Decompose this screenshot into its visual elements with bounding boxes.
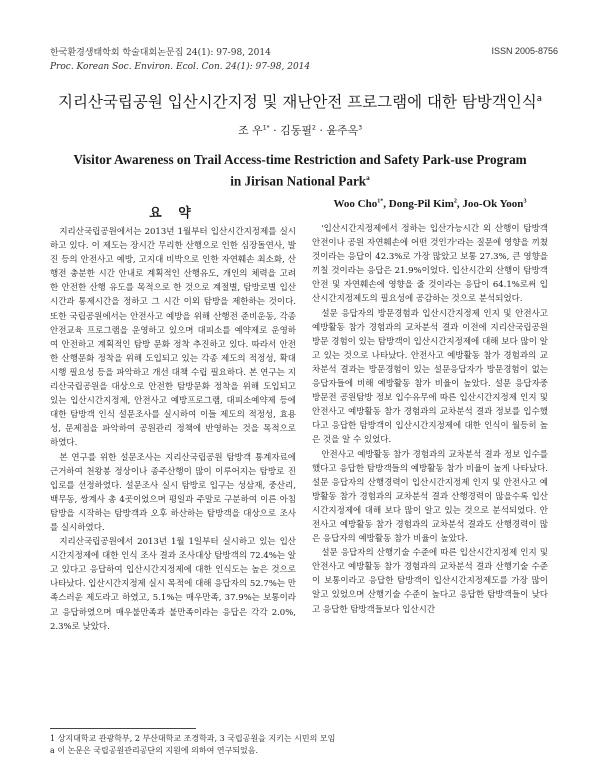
body-paragraph: 지리산국립공원에서는 2013년 1월부터 입산시간지정제를 실시하고 있다. 이 제도는 장시간 무리한 산행으로 인한 심장돌연사, 발진 등의 안전사고 예방, 고지대 비박으로 인한 자연훼손 최소화, 산행전 충분한 시간 안내로 계획적인 산행유도, 개인의 체력을 고려한 안전한 산행 유도를 목적으로 한 것으로 계절별, 탐방로별 입산시간과 통제시간을 정하고 그 시간 이외 탐방을 제한하는 것이다. 또한 국립공원에서는 안전사고 예방을 위해 산행전 준비운동, 각종 안전교육 프로그램을 운영하고 있으며 대피소를 예약제로 운영하여 안전하고 계획적인 탐방 문화 정착 추진하고 있다. 따라서 안전한 산행문화 정착을 위해 도입되고 있는 각종 제도의 적정성, 확대 시행 필요성 등을 파악하고 개선 대책 수립 필요하다. 본 연구는 지리산국립공원을 대상으로 안전한 탐방문화 정착을 위해 도입되고 있는 입산시간지정제, 안전사고 예방프로그램, 대피소예약제 등에 대한 탐방객 인식 설문조사를 실시하여 이들 제도의 적정성, 효용성, 문제점을 파악하여 공원관리 정책에 반영하는 것을 목적으로 하였다.: [50, 227, 296, 449]
issn: ISSN 2005-8756: [491, 46, 558, 56]
paper-title-en-line-1: Visitor Awareness on Trail Access-time Restriction and Safety Park-use Program: [73, 152, 527, 167]
left-column: [50, 225, 296, 634]
paper-title-en: [0, 150, 600, 190]
author-ko-affiliation: 2: [311, 124, 316, 132]
author-separator: ·: [319, 124, 323, 137]
author-en-separator: ,: [383, 198, 389, 210]
body-paragraph: '입산시간지정제에서 정하는 입산가능시간 외 산행이 탐방객 안전이나 공원 자연훼손에 어떤 것인가'라는 질문에 영향을 끼쳤것이라는 응답이 42.3%로 가장 많았고 보통 27.3%, 큰 영향을 끼칠 것이라는 응답은 21.9%이었다. 입산시간외 산행이 탐방객 안전 및 자연훼손에 영향을 줄 것이라는 응답이 64.1%로써 입산시간지정제도의 필요성에 공감하는 것으로 분석되었다.: [312, 224, 548, 305]
body-paragraph: 설문 응답자의 산행기술 수준에 따른 입산시간지정제 인지 및 안전사고 예방활동 참가 경험과의 교차분석 결과 산행기술 수준이 보통이라고 응답한 탐방객이 입산시간지정제도를 가장 많이 알고 있었으며 산행기술 수준이 높다고 응답한 탐방객들이 낮다고 응답한 탐방객들보다 입산시간: [312, 548, 548, 615]
author-en-separator: ,: [456, 198, 463, 210]
paper-title-en-line-2: in Jirisan National Park: [230, 173, 367, 189]
author-separator: ·: [273, 124, 277, 137]
author-en-name: Joo-Ok Yoon: [462, 198, 524, 210]
authors-en: [312, 198, 548, 210]
author-ko-affiliation: 1*: [262, 124, 270, 132]
body-paragraph: 설문 응답자의 방문경험과 입산시간지정제 인지 및 안전사고 예방활동 참가 경험과의 교차분석 결과 이전에 지리산국립공원 방문 경험이 있는 탐방객이 입산시간지정제에 대해 보다 많이 알고 있는 것으로 나타났다. 안전사고 예방활동 참가 경험과의 교차분석 결과는 방문경험이 있는 설문응답자가 방문경험이 없는 응답자들에 비해 예방활동 참가 비율이 높았다. 설문 응답자중 방문전 공원탐방 정보 입수유무에 따른 입산시간지정제 인지 및 안전사고 예방활동 참가 경험과의 교차분석 결과 정보를 입수했다고 응답한 탐방객이 입산시간지정제에 대한 인식이 월등히 높은 것을 알 수 있었다.: [312, 308, 548, 446]
author-en-affiliation: 3: [523, 198, 527, 205]
title-ko-footnote-mark: a: [536, 93, 542, 104]
footnote-divider: [50, 728, 196, 729]
journal-citation-ko: 한국환경생태학회 학술대회논문집 24(1): 97-98, 2014: [50, 48, 271, 58]
footnote-affiliations: 1 상지대학교 관광학부, 2 부산대학교 조경학과, 3 국립공원을 지키는 시민의 모임: [50, 734, 336, 743]
author-ko-name: 김동필: [280, 124, 312, 137]
author-en-affiliation: 1*: [377, 198, 384, 205]
paper-title-ko-text: 지리산국립공원 입산시간지정 및 재난안전 프로그램에 대한 탐방객인식: [58, 93, 537, 111]
author-en-name: Dong-Pil Kim: [388, 198, 454, 210]
author-en-name: Woo Cho: [333, 198, 378, 210]
body-paragraph: 안전사고 예방활동 참가 경험과의 교차분석 결과 정보 입수를 했다고 응답한 탐방객들의 예방활동 참가 비율이 높게 나타났다. 설문 응답자의 산행경력이 입산시간지정제 인지 및 안전사고 예방활동 참가 경험과의 교차분석 결과 산행경력이 많을수록 입산시간지정제에 대해 보다 많이 알고 있는 것으로 분석되었다. 안전사고 예방활동 참가 경험과의 교차분석 결과도 산행경력이 많은 응답자의 예방활동 참가 비율이 높았다.: [312, 449, 548, 545]
body-paragraph: 본 연구를 위한 설문조사는 지리산국립공원 탐방객 통계자료에 근거하여 천왕봉 정상이나 종주산행이 많이 이루어지는 탐방로 진입로를 선정하였다. 설문조사 실시 탐방로 입구는 성삼재, 중산리, 백무동, 쌍계사 총 4곳이었으며 평일과 주말로 구분하여 이른 아침 탐방을 시작하는 탐방객과 오후 하산하는 탐방객을 대상으로 조사를 실시하였다.: [50, 452, 296, 533]
title-en-footnote-mark: a: [366, 174, 370, 182]
author-ko-affiliation: 3: [358, 124, 363, 132]
author-ko-name: 조 우: [237, 124, 263, 137]
author-ko-name: 윤주옥: [326, 124, 359, 137]
body-paragraph: 지리산국립공원에서 2013년 1월 1일부터 실시하고 있는 입산시간지정제에 대한 인식 조사 결과 조사대상 탐방객의 72.4%는 알고 있다고 응답하여 입산시간지정제에 대한 인식도는 높은 것으로 나타났다. 입산시간지정제 실시 목적에 대해 응답자의 52.7%는 만족스러운 제도라고 하였고, 5.1%는 매우만족, 37.9%는 보통이라고 응답하였으며 매우불만족과 불만족이라는 응답은 각각 2.0%, 2.3%로 낮았다.: [50, 537, 296, 632]
paper-title-ko: [0, 90, 600, 112]
author-en-affiliation: 2: [453, 198, 457, 205]
footnotes: [50, 733, 550, 757]
footnote-funding: a 이 논문은 국립공원관리공단의 지원에 의하여 연구되었음.: [50, 746, 259, 755]
right-column: [312, 222, 548, 617]
journal-header: [50, 46, 310, 74]
authors-ko: [0, 122, 600, 138]
journal-citation-en: Proc. Korean Soc. Environ. Ecol. Con. 24(1): 97-98, 2014: [50, 62, 311, 72]
abstract-heading: 요 약: [149, 206, 197, 221]
